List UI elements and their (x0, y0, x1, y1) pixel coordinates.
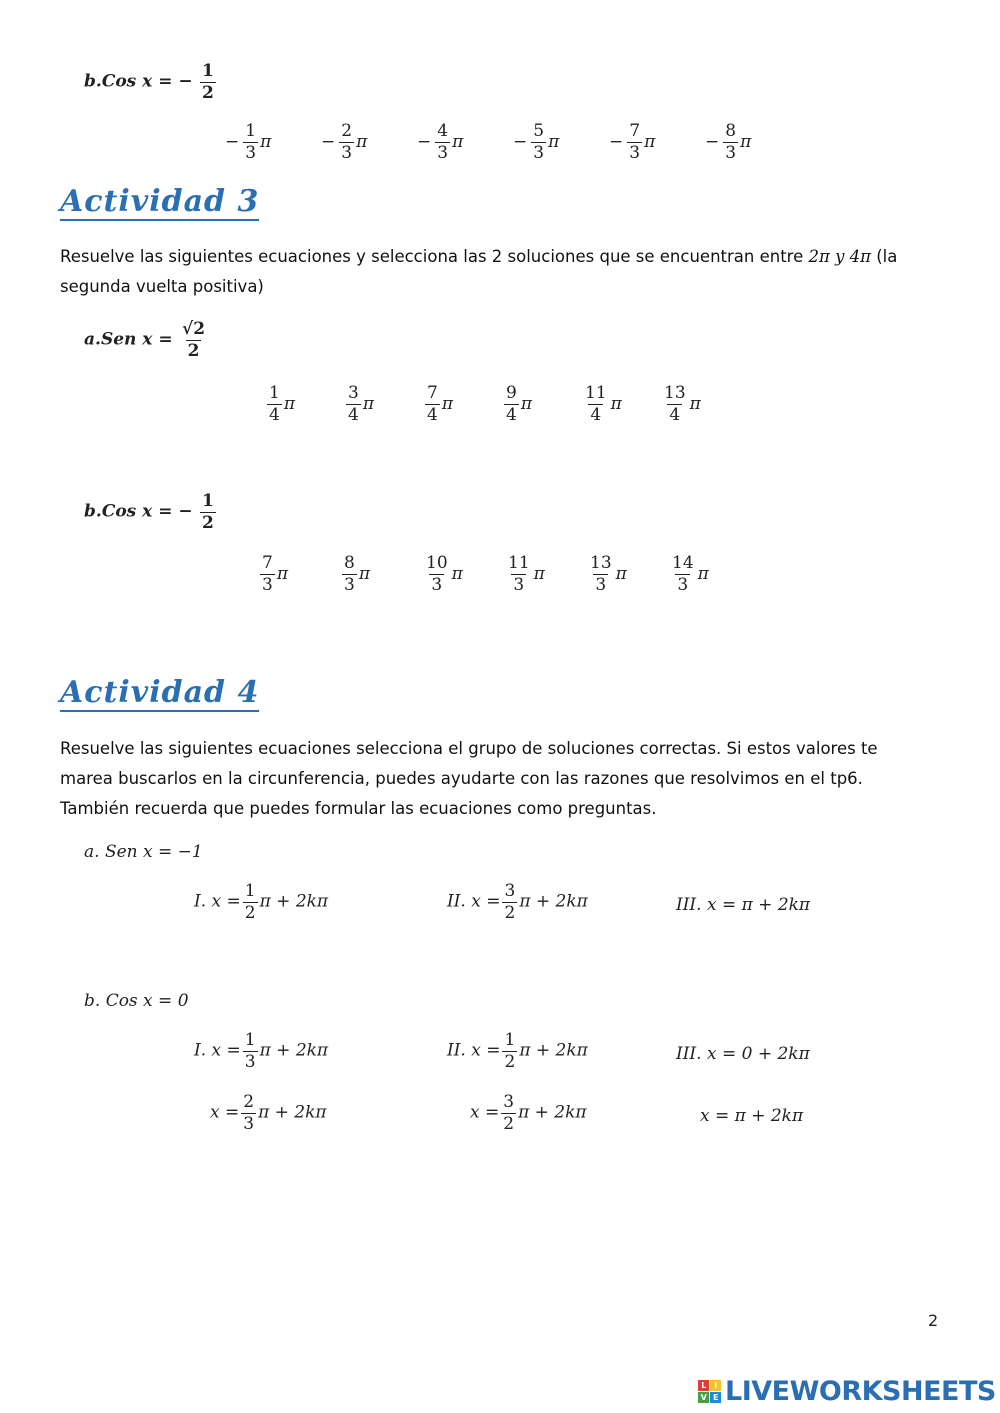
a3a-option-6[interactable]: $\frac{13}{4}$ π (664, 383, 701, 425)
fraction: $\frac{7}{3}$ (629, 121, 641, 163)
a2-option-4[interactable]: − $\frac{5}{3}$ π (513, 121, 560, 163)
fraction: $\frac{8}{3}$ (725, 121, 737, 163)
a3-question-b: b.Cos x = − $\frac{1}{2}$ (84, 491, 214, 533)
a2-option-5[interactable]: − $\frac{7}{3}$ π (609, 121, 656, 163)
a3b-option-5[interactable]: $\frac{13}{3}$ π (590, 553, 627, 595)
fraction: $\frac{7}{3}$ (262, 553, 273, 595)
a2-option-2[interactable]: − $\frac{2}{3}$ π (321, 121, 368, 163)
a3a-option-4[interactable]: $\frac{9}{4}$ π (506, 383, 533, 425)
a3b-option-3[interactable]: $\frac{10}{3}$ π (426, 553, 463, 595)
a3-options-b (258, 554, 750, 594)
a2-option-1[interactable]: − $\frac{1}{3}$ π (225, 121, 272, 163)
a3-question-a: a.Sen x = $\frac{√2}{2}$ (84, 319, 206, 361)
page-number: 2 (928, 1311, 939, 1330)
fraction: $\frac{13}{4}$ (664, 383, 686, 425)
a2-options (225, 122, 801, 162)
fraction: $\frac{7}{4}$ (427, 383, 438, 425)
fraction: $\frac{11}{3}$ (508, 553, 530, 595)
a3a-option-1[interactable]: $\frac{1}{4}$ π (269, 383, 296, 425)
fraction: $\frac{5}{3}$ (533, 121, 545, 163)
actividad-4-heading: Actividad 4 (60, 675, 260, 710)
fraction: $\frac{10}{3}$ (426, 553, 448, 595)
actividad-3-instructions: Resuelve las siguientes ecuaciones y selecciona las 2 soluciones que se encuentran entre 2π y 4π (la segunda vuelta positiva) (60, 247, 898, 296)
a2-equation (84, 62, 218, 102)
a4-a-option-I[interactable]: I. x = $\frac{1}{2}$ π + 2kπ (194, 881, 329, 923)
fraction: $\frac{13}{3}$ (590, 553, 612, 595)
a3b-option-2[interactable]: $\frac{8}{3}$ π (344, 553, 371, 595)
eq-fraction: $\frac{1}{2}$ (202, 61, 214, 103)
a3-options-a (265, 384, 739, 424)
logo-mark-icon: L I V E (698, 1380, 721, 1403)
a3a-option-5[interactable]: $\frac{11}{4}$ π (585, 383, 622, 425)
a4-b-option-I-second: x = $\frac{2}{3}$ π + 2kπ (210, 1092, 327, 1134)
a3b-option-6[interactable]: $\frac{14}{3}$ π (672, 553, 709, 595)
fraction: $\frac{3}{4}$ (348, 383, 359, 425)
a4-b-option-III[interactable]: III. x = 0 + 2kπ (676, 1044, 810, 1064)
fraction: $\frac{9}{4}$ (506, 383, 517, 425)
a2-option-6[interactable]: − $\frac{8}{3}$ π (705, 121, 752, 163)
a2-option-3[interactable]: − $\frac{4}{3}$ π (417, 121, 464, 163)
actividad-3-heading: Actividad 3 (60, 184, 260, 219)
a4-question-b: b. Cos x = 0 (84, 991, 189, 1011)
fraction: $\frac{14}{3}$ (672, 553, 694, 595)
a4-a-option-III[interactable]: III. x = π + 2kπ (676, 895, 811, 915)
a3b-option-4[interactable]: $\frac{11}{3}$ π (508, 553, 545, 595)
eq-fraction: $\frac{1}{2}$ (202, 491, 214, 533)
fraction: $\frac{2}{3}$ (341, 121, 353, 163)
fraction: $\frac{1}{3}$ (245, 121, 257, 163)
brand-name: LIVEWORKSHEETS (725, 1376, 996, 1407)
a4-question-a: a. Sen x = −1 (84, 842, 203, 862)
a4-b-option-III-second: x = π + 2kπ (700, 1106, 804, 1126)
eq-label: b. (84, 71, 102, 92)
a3a-option-2[interactable]: $\frac{3}{4}$ π (348, 383, 375, 425)
fraction: $\frac{8}{3}$ (344, 553, 355, 595)
a4-a-option-II[interactable]: II. x = $\frac{3}{2}$ π + 2kπ (447, 881, 588, 923)
actividad-4-instructions: Resuelve las siguientes ecuaciones selecciona el grupo de soluciones correctas. Si estos valores te marea buscarlos en la circunferencia, puedes ayudarte con las razones que resolvimos en el tp6. También recuerda que puedes formular las ecuaciones como preguntas. (60, 739, 878, 818)
fraction: $\frac{11}{4}$ (585, 383, 607, 425)
a3b-option-1[interactable]: $\frac{7}{3}$ π (262, 553, 289, 595)
a3a-option-3[interactable]: $\frac{7}{4}$ π (427, 383, 454, 425)
liveworksheets-logo[interactable] (698, 1376, 996, 1407)
a4-b-option-II-second: x = $\frac{3}{2}$ π + 2kπ (470, 1092, 587, 1134)
a4-b-option-II[interactable]: II. x = $\frac{1}{2}$ π + 2kπ (447, 1030, 588, 1072)
a4-b-option-I[interactable]: I. x = $\frac{1}{3}$ π + 2kπ (194, 1030, 329, 1072)
eq-fraction: $\frac{√2}{2}$ (182, 319, 206, 361)
fraction: $\frac{4}{3}$ (437, 121, 449, 163)
eq-func: Cos x = − (101, 71, 193, 92)
fraction: $\frac{1}{4}$ (269, 383, 280, 425)
